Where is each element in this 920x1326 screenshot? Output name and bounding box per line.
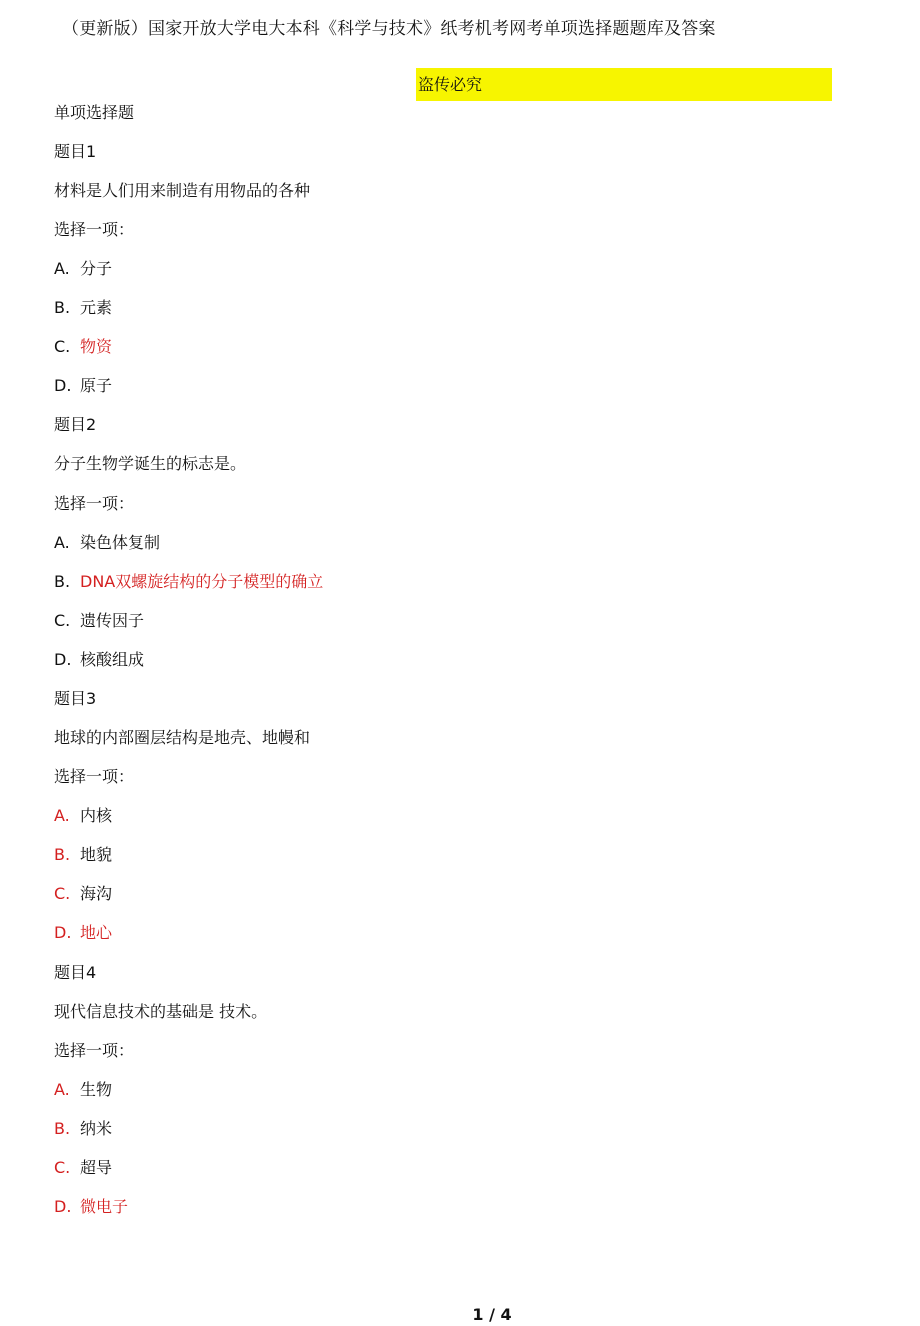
option-letter: B.	[54, 1119, 71, 1138]
option-letter: C.	[54, 611, 71, 630]
question-2-option-c[interactable]	[54, 610, 144, 632]
question-1-choose-label: 选择一项：	[54, 220, 135, 239]
question-3-option-b[interactable]	[54, 844, 112, 866]
option-letter: B.	[54, 298, 71, 317]
question-3-option-a[interactable]	[54, 805, 112, 827]
option-text: 遗传因子	[80, 611, 145, 630]
option-text-answer: 物资	[80, 337, 113, 356]
option-text: 地貌	[80, 845, 113, 864]
question-3-text: 地球的内部圈层结构是地壳、地幔和	[54, 728, 311, 747]
question-1-option-a[interactable]	[54, 258, 112, 280]
question-1-text: 材料是人们用来制造有用物品的各种	[54, 181, 311, 200]
option-text: 原子	[80, 376, 113, 395]
option-letter: A.	[54, 1080, 70, 1099]
option-text: 内核	[80, 806, 113, 825]
question-2-option-b[interactable]	[54, 571, 323, 593]
document-title: （更新版）国家开放大学电大本科《科学与技术》纸考机考网考单项选择题题库及答案	[62, 19, 716, 39]
question-2-choose-label: 选择一项：	[54, 494, 135, 513]
option-text: 元素	[80, 298, 113, 317]
option-letter: D.	[54, 923, 72, 942]
question-4-option-d[interactable]	[54, 1196, 128, 1218]
option-letter: C.	[54, 1158, 71, 1177]
option-letter: A.	[54, 533, 70, 552]
option-text: 染色体复制	[80, 533, 161, 552]
option-letter: C.	[54, 337, 71, 356]
question-2-option-a[interactable]	[54, 532, 160, 554]
option-text: 核酸组成	[80, 650, 145, 669]
question-4-choose-label: 选择一项：	[54, 1041, 135, 1060]
question-2-text: 分子生物学诞生的标志是。	[54, 454, 247, 473]
page-number: 1 / 4	[472, 1305, 512, 1324]
option-letter: B.	[54, 572, 71, 591]
option-text-answer: DNA双螺旋结构的分子模型的确立	[80, 572, 324, 591]
question-3-choose-label: 选择一项：	[54, 767, 135, 786]
question-4-option-b[interactable]	[54, 1118, 112, 1140]
option-letter: A.	[54, 259, 70, 278]
option-text: 超导	[80, 1158, 113, 1177]
question-4-label: 题目4	[54, 963, 97, 982]
option-letter: B.	[54, 845, 71, 864]
option-text: 分子	[80, 259, 113, 278]
option-text: 生物	[80, 1080, 113, 1099]
question-3-option-c[interactable]	[54, 883, 112, 905]
question-3-label: 题目3	[54, 689, 97, 708]
option-letter: A.	[54, 806, 70, 825]
question-1-option-b[interactable]	[54, 297, 112, 319]
question-1-option-c[interactable]	[54, 336, 112, 358]
question-2-label: 题目2	[54, 415, 97, 434]
question-1-label: 题目1	[54, 142, 97, 161]
option-text: 纳米	[80, 1119, 113, 1138]
option-letter: D.	[54, 376, 72, 395]
option-text-answer: 地心	[80, 923, 113, 942]
section-title: 单项选择题	[54, 103, 135, 122]
watermark-banner: 盗传必究	[416, 68, 832, 101]
option-text-answer: 微电子	[80, 1197, 129, 1216]
option-text: 海沟	[80, 884, 113, 903]
option-letter: C.	[54, 884, 71, 903]
question-4-option-a[interactable]	[54, 1079, 112, 1101]
option-letter: D.	[54, 650, 72, 669]
option-letter: D.	[54, 1197, 72, 1216]
question-4-option-c[interactable]	[54, 1157, 112, 1179]
question-3-option-d[interactable]	[54, 922, 112, 944]
question-1-option-d[interactable]	[54, 375, 112, 397]
question-4-text: 现代信息技术的基础是 技术。	[54, 1002, 268, 1021]
question-2-option-d[interactable]	[54, 649, 144, 671]
